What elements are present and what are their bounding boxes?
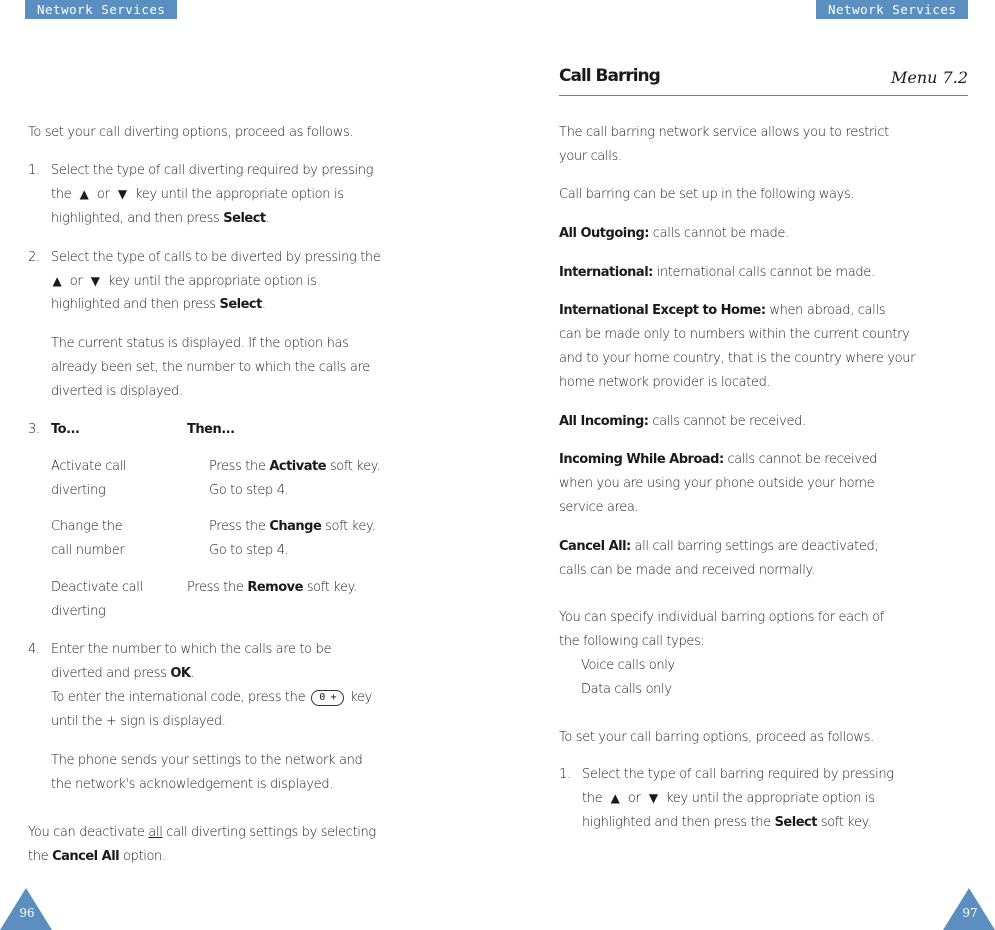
step1-line1: Select the type of call diverting required by pressing [51, 163, 374, 178]
table-row-activate-then-line1: Press the Activate soft key. [209, 459, 381, 474]
specify-line2: the following call types: [559, 634, 705, 649]
up-arrow-key-icon: ▲ [610, 791, 620, 805]
table-row-deactivate-to-line1: Deactivate call [51, 580, 143, 595]
table-row-change-to-line1: Change the [51, 519, 123, 534]
step2-line3: highlighted and then press Select. [51, 297, 266, 312]
outro-line1: You can deactivate all call diverting settings by selecting [28, 825, 376, 840]
left-intro: To set your call diverting options, proceed as follows. [28, 125, 354, 140]
step2-or: or [69, 274, 83, 289]
intro-line3: Call barring can be set up in the following ways. [559, 187, 855, 202]
step1-number: 1. [28, 163, 40, 178]
menu-number: Menu 7.2 [891, 68, 968, 87]
table-row-deactivate-then-line1: Press the Remove soft key. [187, 580, 357, 595]
step2-number: 2. [28, 250, 40, 265]
activate-softkey-label: Activate [269, 459, 327, 474]
option-international: International: international calls cannot be made. [559, 265, 875, 280]
call-type-data: Data calls only [581, 682, 672, 697]
change-softkey-label: Change [269, 519, 322, 534]
step4-note-line2: the network's acknowledgement is displayed. [51, 777, 334, 792]
outro-line2: the Cancel All option. [28, 849, 166, 864]
table-header-to: To... [51, 422, 80, 437]
table-row-activate-to-line2: diverting [51, 483, 106, 498]
option-all-incoming: All Incoming: calls cannot be received. [559, 414, 806, 429]
table-row-change-then-line2: Go to step 4. [209, 543, 289, 558]
zero-plus-key-icon: 0 + [311, 690, 344, 706]
rstep1-line2: the ▲ or ▼ key until the appropriate option is [582, 791, 875, 806]
table-row-change-to-line2: call number [51, 543, 125, 558]
step2-note-line3: diverted is displayed. [51, 384, 183, 399]
option-all-outgoing: All Outgoing: calls cannot be made. [559, 226, 789, 241]
option-international-except-home: International Except to Home: when abroad, calls [559, 303, 886, 318]
table-row-deactivate-to-line2: diverting [51, 604, 106, 619]
all-underlined: all [148, 825, 163, 840]
table-row-change-then-line1: Press the Change soft key. [209, 519, 376, 534]
section-tab-right: Network Services [816, 0, 968, 19]
rstep1-line3: highlighted and then press the Select soft key. [582, 815, 871, 830]
step4-line1: Enter the number to which the calls are to be [51, 642, 332, 657]
remove-softkey-label: Remove [247, 580, 303, 595]
step2-note-line1: The current status is displayed. If the option has [51, 336, 349, 351]
select-key-label: Select [774, 815, 817, 830]
section-title-row [559, 64, 968, 96]
down-arrow-key-icon: ▼ [117, 187, 127, 201]
step1-line2-rest: key until the appropriate option is [135, 187, 344, 202]
section-tab-left: Network Services [25, 0, 177, 19]
step1-line3: highlighted, and then press Select. [51, 211, 270, 226]
option-incoming-while-abroad-line2: when you are using your phone outside your home [559, 476, 875, 491]
call-type-voice: Voice calls only [581, 658, 675, 673]
rstep1-number: 1. [559, 767, 571, 782]
step2-line2-rest: key until the appropriate option is [108, 274, 317, 289]
step1-line2 [51, 183, 344, 207]
table-row-activate-to-line1: Activate call [51, 459, 127, 474]
select-key-label: Select [223, 211, 266, 226]
ok-key-label: OK [170, 666, 191, 681]
table-row-activate-then-line2: Go to step 4. [209, 483, 289, 498]
option-international-except-home-line4: home network provider is located. [559, 375, 771, 390]
step4-line4: until the + sign is displayed. [51, 714, 226, 729]
up-arrow-key-icon: ▲ [52, 274, 62, 288]
cancel-all-label: Cancel All [52, 849, 120, 864]
intro-line2: your calls. [559, 149, 622, 164]
intro-line1: The call barring network service allows you to restrict [559, 125, 889, 140]
step1-pre: the [51, 187, 72, 202]
step2-line1: Select the type of calls to be diverted by pressing the [51, 250, 381, 265]
option-cancel-all: Cancel All: all call barring settings are deactivated; [559, 539, 879, 554]
step1-or: or [96, 187, 110, 202]
up-arrow-key-icon: ▲ [79, 187, 89, 201]
step2-note-line2: already been set, the number to which the calls are [51, 360, 370, 375]
down-arrow-key-icon: ▼ [90, 274, 100, 288]
step4-number: 4. [28, 642, 40, 657]
option-international-except-home-line2: can be made only to numbers within the current country [559, 327, 910, 342]
page-number-right: 97 [962, 906, 978, 920]
table-header-then: Then... [187, 422, 235, 437]
step4-note-line1: The phone sends your settings to the network and [51, 753, 363, 768]
down-arrow-key-icon: ▼ [648, 791, 658, 805]
option-cancel-all-line2: calls can be made and received normally. [559, 563, 815, 578]
step4-line3: To enter the international code, press the 0 + key [51, 690, 372, 705]
rstep1-line1: Select the type of call barring required by pressing [582, 767, 894, 782]
option-incoming-while-abroad: Incoming While Abroad: calls cannot be received [559, 452, 878, 467]
option-international-except-home-line3: and to your home country, that is the country where your [559, 351, 916, 366]
page-title: Call Barring [559, 66, 660, 86]
option-incoming-while-abroad-line3: service area. [559, 500, 639, 515]
select-key-label: Select [219, 297, 262, 312]
proceed-line: To set your call barring options, proceed as follows. [559, 730, 874, 745]
step2-line2 [48, 270, 317, 294]
specify-line1: You can specify individual barring options for each of [559, 610, 885, 625]
step3-number: 3. [28, 422, 40, 437]
step4-line2: diverted and press OK. [51, 666, 195, 681]
page-number-left: 96 [19, 906, 35, 920]
